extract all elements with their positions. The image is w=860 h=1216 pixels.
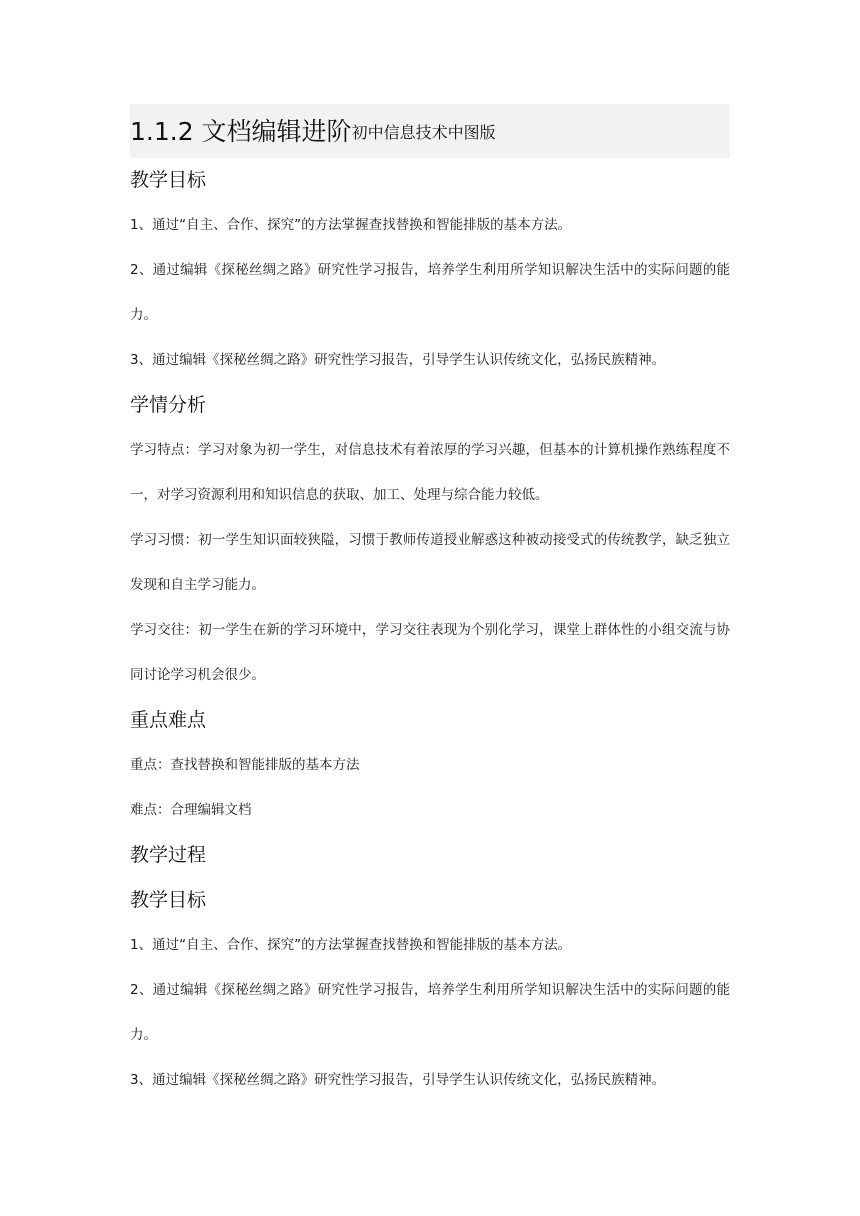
- section-heading-objectives: 教学目标: [130, 169, 207, 191]
- paragraph: 2、通过编辑《探秘丝绸之路》研究性学习报告，培养学生利用所学知识解决生活中的实际问题的能力。: [130, 262, 730, 323]
- paragraph: 学习交往：初一学生在新的学习环境中，学习交往表现为个别化学习，课堂上群体性的小组交流与协同讨论学习机会很少。: [130, 622, 730, 683]
- section-heading-key-points: 重点难点: [130, 709, 207, 731]
- section-heading-objectives-repeat: 教学目标: [130, 889, 207, 911]
- paragraph: 3、通过编辑《探秘丝绸之路》研究性学习报告，引导学生认识传统文化，弘扬民族精神。: [130, 1072, 666, 1088]
- paragraph: 2、通过编辑《探秘丝绸之路》研究性学习报告，培养学生利用所学知识解决生活中的实际问题的能力。: [130, 982, 730, 1043]
- paragraph: 1、通过“自主、合作、探究”的方法掌握查找替换和智能排版的基本方法。: [130, 937, 572, 953]
- document-subtitle: 初中信息技术中图版: [351, 122, 496, 142]
- paragraph: 3、通过编辑《探秘丝绸之路》研究性学习报告，引导学生认识传统文化，弘扬民族精神。: [130, 352, 666, 368]
- document-page: [130, 104, 730, 1103]
- paragraph: 学习习惯：初一学生知识面较狭隘，习惯于教师传道授业解惑这种被动接受式的传统教学，缺乏独立发现和自主学习能力。: [130, 532, 730, 593]
- paragraph: 难点：合理编辑文档: [130, 802, 252, 818]
- paragraph: 学习特点：学习对象为初一学生，对信息技术有着浓厚的学习兴趣，但基本的计算机操作熟练程度不一，对学习资源利用和知识信息的获取、加工、处理与综合能力较低。: [130, 442, 730, 503]
- title-bar: [130, 104, 730, 158]
- document-title: 1.1.2 文档编辑进阶: [130, 116, 352, 146]
- paragraph: 重点：查找替换和智能排版的基本方法: [130, 757, 360, 773]
- section-heading-process: 教学过程: [130, 844, 207, 866]
- paragraph: 1、通过“自主、合作、探究”的方法掌握查找替换和智能排版的基本方法。: [130, 217, 572, 233]
- section-heading-analysis: 学情分析: [130, 394, 207, 416]
